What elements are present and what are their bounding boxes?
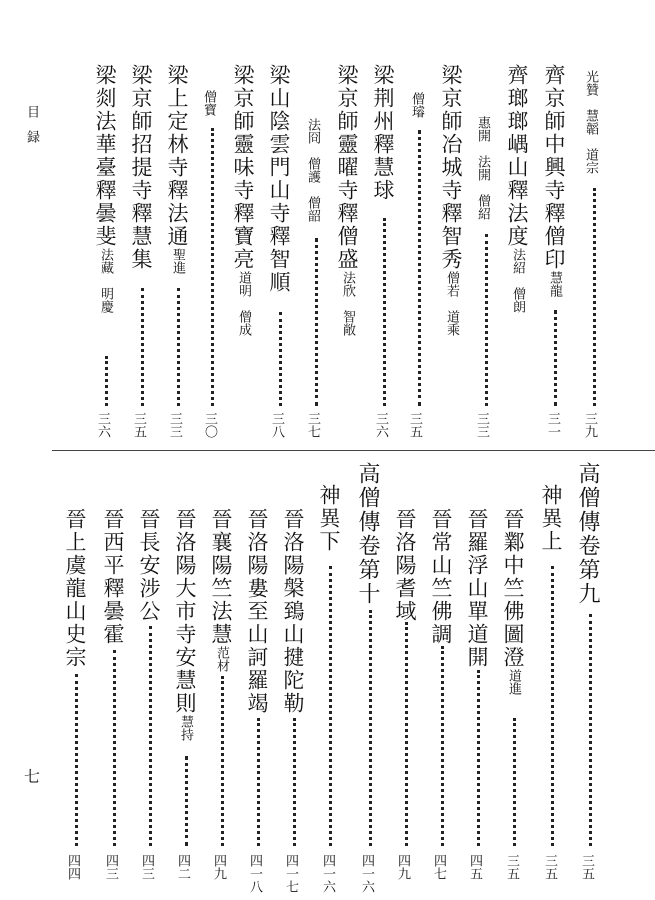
leader-dots (593, 188, 596, 406)
entry-title: 梁京師招提寺釋慧集 (129, 64, 153, 271)
entry-title: 梁京師靈味寺釋寶亮 (231, 64, 255, 271)
toc-entry (64, 508, 85, 669)
page-ref: 三一 (545, 412, 560, 438)
entry-title: 齊瑯瑯嵎山釋法度 (505, 64, 529, 248)
page-ref: 四九 (395, 854, 410, 880)
leader-dots (329, 566, 332, 846)
section-divider (52, 450, 655, 451)
entry-note: 范材 (214, 646, 229, 672)
leader-dots (293, 718, 296, 846)
page-ref: 三〇 (202, 412, 217, 438)
toc-entry (543, 64, 564, 297)
toc-entry (130, 64, 151, 271)
page-ref: 三九 (582, 412, 597, 438)
entry-note: 慧持 (178, 715, 193, 741)
entry-title: 梁山陰雲門山寺釋智順 (267, 64, 291, 294)
leader-dots (589, 614, 592, 846)
page-ref: 四一六 (320, 854, 335, 893)
leader-dots (177, 288, 180, 406)
leader-dots (141, 288, 144, 406)
page-ref: 四一八 (247, 854, 262, 893)
toc-entry (502, 508, 523, 695)
toc-entry (506, 64, 527, 313)
toc-entry (394, 508, 415, 623)
page-ref: 四二 (175, 854, 190, 880)
entry-note: 法欣 智敞 (340, 271, 355, 336)
entry-title: 晉西平釋曇霍 (101, 508, 125, 646)
entry-title: 晉洛陽婁至山訶羅竭 (245, 508, 269, 715)
entry-title: 梁剡法華臺釋曇斐 (93, 64, 117, 248)
leader-dots (279, 312, 282, 406)
entry-title: 晉鄴中竺佛圖澄 (501, 508, 525, 669)
entry-note: 法藏 明慶 (98, 248, 113, 313)
toc-names-line: 僧寶 (201, 90, 216, 116)
volume-heading: 高僧傳卷第九 (575, 462, 600, 606)
toc-entry (246, 508, 267, 715)
entry-note: 道進 (506, 669, 521, 695)
entry-title: 晉洛陽耆域 (393, 508, 417, 623)
page-ref: 四九 (211, 854, 226, 880)
leader-dots (149, 626, 152, 846)
entry-title: 梁京師冶城寺釋智秀 (439, 64, 463, 271)
leader-dots (211, 128, 214, 406)
toc-names-line: 法冏 僧護 僧韶 (305, 118, 320, 222)
leader-dots (185, 756, 188, 846)
toc-names-line: 僧璿 (409, 92, 424, 118)
toc-entry (174, 508, 195, 741)
section-heading: 神異下 (317, 484, 341, 553)
leader-dots (485, 234, 488, 406)
margin-title: 目録 (24, 105, 39, 155)
entry-title: 梁上定林寺釋法通 (165, 64, 189, 248)
leader-dots (513, 718, 516, 846)
page-ref: 三五 (504, 854, 519, 880)
leader-dots (113, 650, 116, 846)
page-ref: 三三 (474, 412, 489, 438)
page-ref: 三八 (269, 412, 284, 438)
toc-entry (166, 64, 187, 274)
page-ref: 三六 (373, 412, 388, 438)
leader-dots (221, 676, 224, 846)
entry-title: 晉襄陽竺法慧 (209, 508, 233, 646)
leader-dots (369, 610, 372, 846)
leader-dots (477, 670, 480, 846)
toc-names-line: 惠開 法開 僧紹 (475, 116, 490, 220)
volume-heading: 高僧傳卷第十 (355, 462, 380, 606)
entry-title: 梁荆州釋慧球 (371, 64, 395, 202)
toc-entry (430, 508, 451, 646)
page-ref: 三七 (305, 412, 320, 438)
leader-dots (315, 238, 318, 406)
section-heading: 神異上 (539, 484, 563, 553)
leader-dots (418, 130, 421, 406)
toc-entry (372, 64, 393, 202)
leader-dots (405, 622, 408, 846)
leader-dots (554, 310, 557, 406)
entry-title: 晉洛陽大市寺安慧則 (173, 508, 197, 715)
toc-entry (336, 64, 357, 336)
page-ref: 四三 (103, 854, 118, 880)
page-ref: 四三 (139, 854, 154, 880)
page-ref: 三五 (131, 412, 146, 438)
entry-note: 道明 僧成 (236, 271, 251, 336)
entry-title: 晉羅浮山單道開 (465, 508, 489, 669)
page-ref: 四七 (431, 854, 446, 880)
toc-entry (102, 508, 123, 646)
entry-title: 梁京師靈曜寺釋僧盛 (335, 64, 359, 271)
toc-names-line: 光贊 慧韜 道宗 (583, 70, 598, 174)
entry-note: 僧若 道乘 (444, 271, 459, 336)
toc-entry (268, 64, 289, 294)
page-ref: 四四 (65, 854, 80, 880)
leader-dots (257, 718, 260, 846)
entry-title: 齊京師中興寺釋僧印 (542, 64, 566, 271)
toc-entry (466, 508, 487, 669)
page-ref: 四一七 (283, 854, 298, 893)
leader-dots (383, 218, 386, 406)
toc-entry (138, 508, 159, 623)
page-ref: 三三 (167, 412, 182, 438)
page-ref: 三五 (407, 412, 422, 438)
page-ref: 四一六 (359, 854, 374, 893)
entry-note: 法紹 僧朗 (510, 248, 525, 313)
entry-title: 晉長安涉公 (137, 508, 161, 623)
page-ref: 三五 (579, 854, 594, 880)
entry-title: 晉上虞龍山史宗 (63, 508, 87, 669)
page-number: 七 (24, 767, 41, 786)
toc-entry (232, 64, 253, 336)
toc-entry (440, 64, 461, 336)
page-ref: 四五 (467, 854, 482, 880)
entry-note: 聖進 (170, 248, 185, 274)
leader-dots (441, 646, 444, 846)
entry-title: 晉常山竺佛調 (429, 508, 453, 646)
leader-dots (551, 566, 554, 846)
page-ref: 三五 (542, 854, 557, 880)
toc-entry (210, 508, 231, 672)
toc-entry (94, 64, 115, 313)
leader-dots (75, 674, 78, 846)
entry-title: 晉洛陽槃鵄山揵陀勒 (281, 508, 305, 715)
page-ref: 三六 (95, 412, 110, 438)
toc-entry (282, 508, 303, 715)
entry-note: 慧龍 (547, 271, 562, 297)
leader-dots (105, 356, 108, 406)
